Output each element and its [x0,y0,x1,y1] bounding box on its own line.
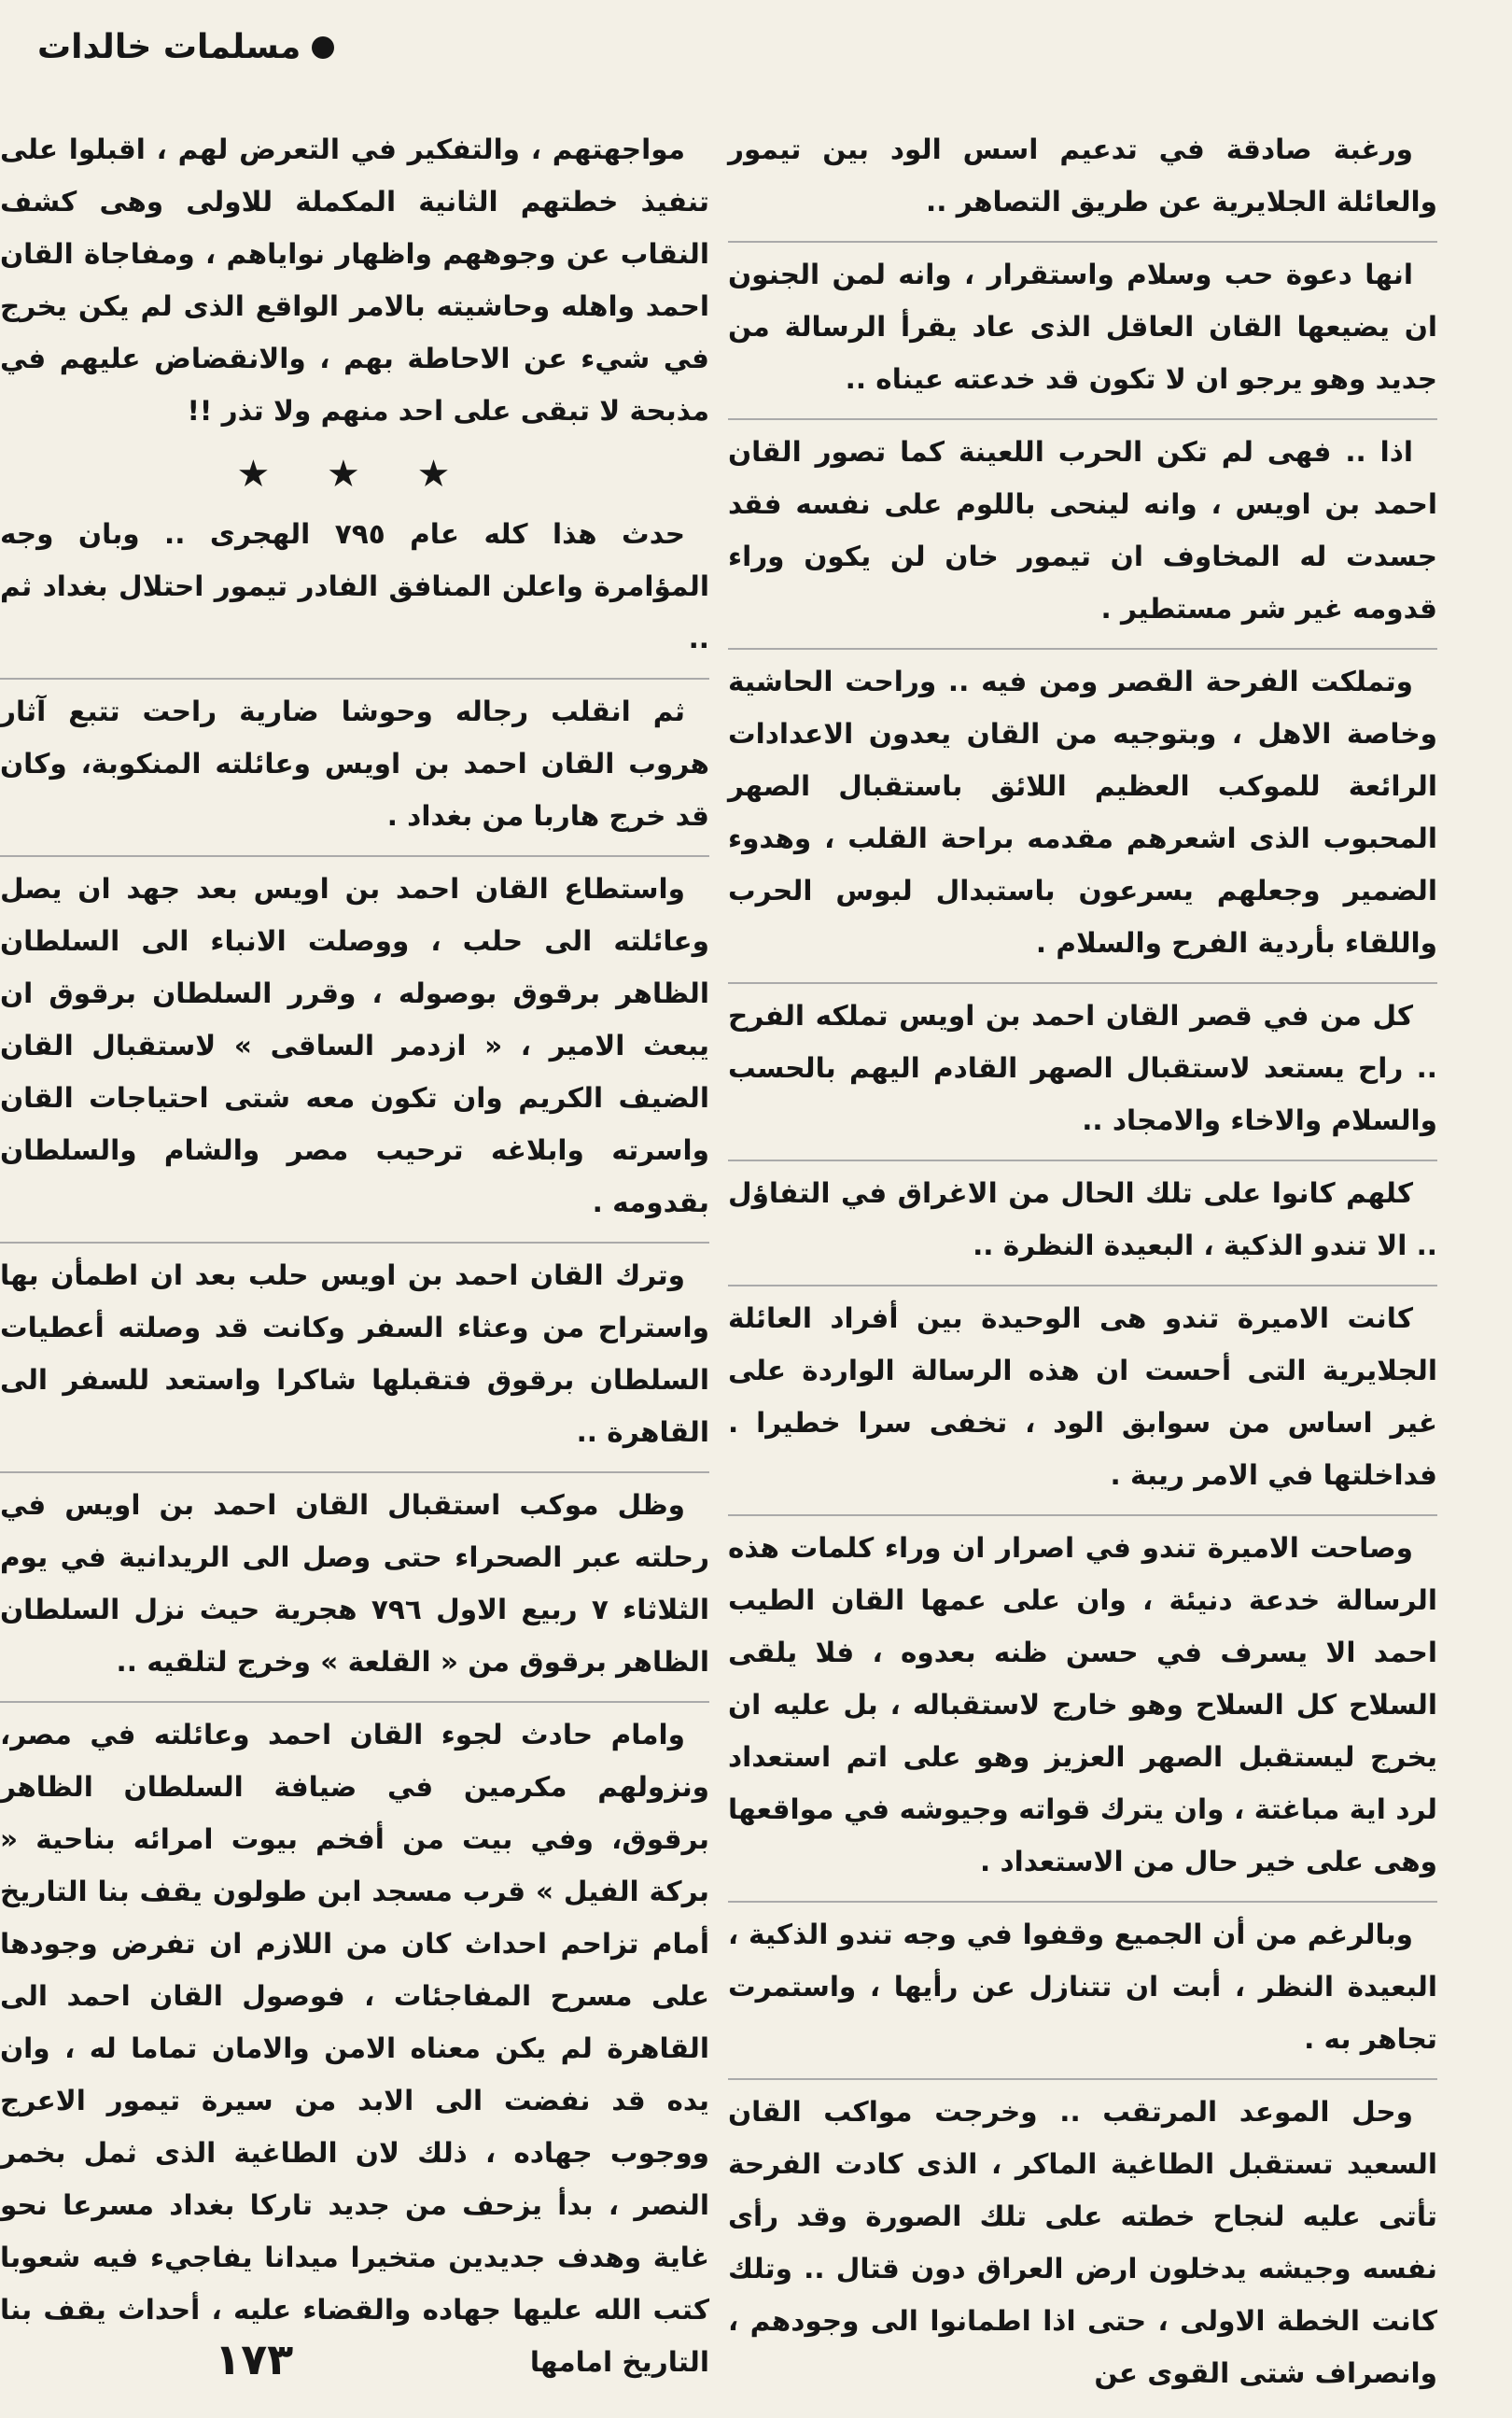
paragraph: انها دعوة حب وسلام واستقرار ، وانه لمن الجنون ان يضيعها القان العاقل الذى عاد يقرأ الرسالة من جديد وهو يرجو ان لا تكون قد خدعته عيناه .. [728,241,1437,405]
paragraph: وصاحت الاميرة تندو في اصرار ان وراء كلمات هذه الرسالة خدعة دنيئة ، وان على عمها القان الطيب احمد الا يسرف في حسن ظنه بعدوه ، فلا يلقى السلاح كل السلاح وهو خارج لاستقباله ، بل عليه ان يخرج ليستقبل الصهر العزيز وهو على اتم استعداد لرد اية مباغتة ، وان يترك قواته وجيوشه في مواقعها وهى على خير حال من الاستعداد . [728,1514,1437,1888]
paragraph: حدث هذا كله عام ٧٩٥ الهجرى .. وبان وجه المؤامرة واعلن المنافق الفادر تيمور احتلال بغداد ثم .. [0,518,709,654]
paragraph: وحل الموعد المرتقب .. وخرجت مواكب القان السعيد تستقبل الطاغية الماكر ، الذى كادت الفرحة تأتى عليه لنجاح خطته على تلك الصورة وقد رأى نفسه وجيشه يدخلون ارض العراق دون قتال .. وتلك كانت الخطة الاولى ، حتى اذا اطمانوا الى وجودهم ، وانصراف شتى القوى عن [728,2078,1437,2399]
running-title: مسلمات خالدات [37,28,301,66]
paragraph: كانت الامیرة تندو هى الوحيدة بين أفراد العائلة الجلايرية التى أحست ان هذه الرسالة الواردة على غير اساس من سوابق الود ، تخفى سرا خطيرا . فداخلتها في الامر ريبة . [728,1285,1437,1501]
paragraph: وظل موكب استقبال القان احمد بن اويس في رحلته عبر الصحراء حتى وصل الى الريدانية في يوم الثلاثاء ٧ ربيع الاول ٧٩٦ هجرية حيث نزل السلطان الظاهر برقوق من « القلعة » وخرج لتلقيه .. [0,1471,709,1688]
paragraph: وامام حادث لجوء القان احمد وعائلته في مصر، ونزولهم مكرمين في ضيافة السلطان الظاهر برقوق، وفي بيت من أفخم بيوت امرائه بناحية « بركة الفيل » قرب مسجد ابن طولون يقف بنا التاريخ أمام تزاحم احداث كان من اللازم ان تفرض وجودها على مسرح المفاجئات ، فوصول القان احمد الى القاهرة لم يكن معناه الامن والامان تماما له ، وان يده قد نفضت الى الابد من سيرة تيمور الاعرج ووجوب جهاده ، ذلك لان الطاغية الذى ثمل بخمر النصر ، بدأ يزحف من جديد تاركا بغداد مسرعا نحو غاية وهدف جديدين متخيرا ميدانا يفاجيء فيه شعوبا كتب الله عليها جهاده والقضاء عليه ، أحداث يقف بنا التاريخ امامها [0,1701,709,2388]
page-header [37,28,334,66]
paragraph: كل من في قصر القان احمد بن اويس تملكه الفرح .. راح يستعد لاستقبال الصهر القادم اليهم بالحسب والسلام والاخاء والامجاد .. [728,982,1437,1146]
paragraph: اذا .. فهى لم تكن الحرب اللعينة كما تصور القان احمد بن اويس ، وانه لينحى باللوم على نفسه فقد جسدت له المخاوف ان تيمور خان لن يكون وراء قدومه غير شر مستطير . [728,418,1437,635]
paragraph: واستطاع القان احمد بن اويس بعد جهد ان يصل وعائلته الى حلب ، ووصلت الانباء الى السلطان الظاهر برقوق بوصوله ، وقرر السلطان برقوق ان يبعث الامير ، « ازدمر الساقى » لاستقبال القان الضيف الكريم وان تكون معه شتى احتياجات القان واسرته وابلاغه ترحيب مصر والشام والسلطان بقدومه . [0,855,709,1229]
page-number: ١٧٣ [215,2334,294,2384]
paragraph: ورغبة صادقة في تدعيم اسس الود بين تيمور والعائلة الجلايرية عن طريق التصاهر .. [728,134,1437,218]
section-divider-stars: ★ ★ ★ [236,453,473,496]
right-column [728,123,1437,2389]
paragraph: كلهم كانوا على تلك الحال من الاغراق في التفاؤل .. الا تندو الذكية ، البعيدة النظرة .. [728,1160,1437,1272]
paragraph: وترك القان احمد بن اويس حلب بعد ان اطمأن بها واستراح من وعثاء السفر وكانت قد وصلته أعطيات السلطان برقوق فتقبلها شاكرا واستعد للسفر الى القاهرة .. [0,1242,709,1458]
paragraph: وتملكت الفرحة القصر ومن فيه .. وراحت الحاشية وخاصة الاهل ، وبتوجيه من القان يعدون الاعدادات الرائعة للموكب العظيم اللائق باستقبال الصهر المحبوب الذى اشعرهم مقدمه براحة القلب ، وهدوء الضمير وجعلهم يسرعون باستبدال لبوس الحرب واللقاء بأردية الفرح والسلام . [728,648,1437,969]
bullet-icon [312,36,334,59]
paragraph: مواجهتهم ، والتفكير في التعرض لهم ، اقبلوا على تنفيذ خطتهم الثانية المكملة للاولى وهى كشف النقاب عن وجوههم واظهار نواياهم ، ومفاجاة القان احمد واهله وحاشيته بالامر الواقع الذى لم يكن يخرج في شيء عن الاحاطة بهم ، والانقضاض عليهم في مذبحة لا تبقى على احد منهم ولا تذر !! [0,134,709,427]
paragraph: وبالرغم من أن الجميع وقفوا في وجه تندو الذكية ، البعيدة النظر ، أبت ان تتنازل عن رأيها ، واستمرت تجاهر به . [728,1901,1437,2065]
paragraph: ثم انقلب رجاله وحوشا ضارية راحت تتبع آثار هروب القان احمد بن اويس وعائلته المنكوبة، وكان قد خرج هاربا من بغداد . [0,678,709,842]
